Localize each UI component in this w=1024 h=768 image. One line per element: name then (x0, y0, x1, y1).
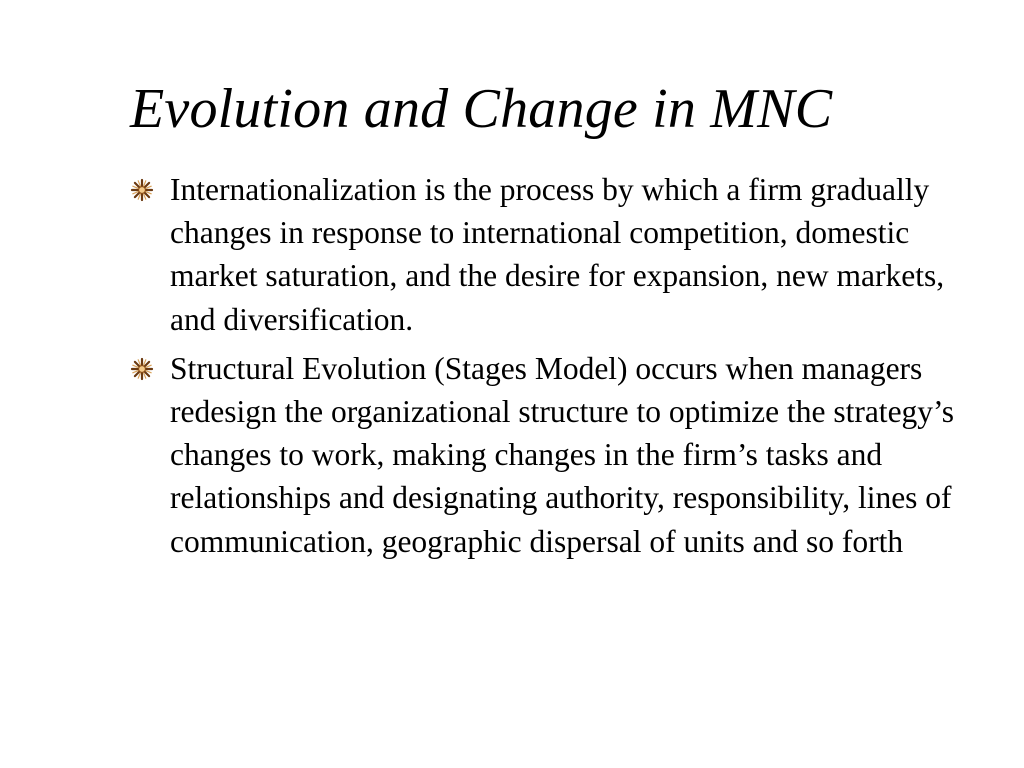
bullet-item (130, 347, 980, 563)
slide-title: Evolution and Change in MNC (130, 78, 833, 140)
bullet-text: Internationalization is the process by which a firm gradually changes in response to international competition, domestic market saturation, and the desire for expansion, new markets, and diversification. (170, 172, 945, 337)
bullet-item (130, 168, 980, 341)
starburst-icon (130, 178, 154, 202)
bullet-text: Structural Evolution (Stages Model) occurs when managers redesign the organizational structure to optimize the strategy’s changes to work, making changes in the firm’s tasks and relationships and designating authority, responsibility, lines of communication, geographic dispersal of units and so forth (170, 350, 955, 559)
starburst-icon (130, 357, 154, 381)
bullet-list (130, 168, 980, 569)
